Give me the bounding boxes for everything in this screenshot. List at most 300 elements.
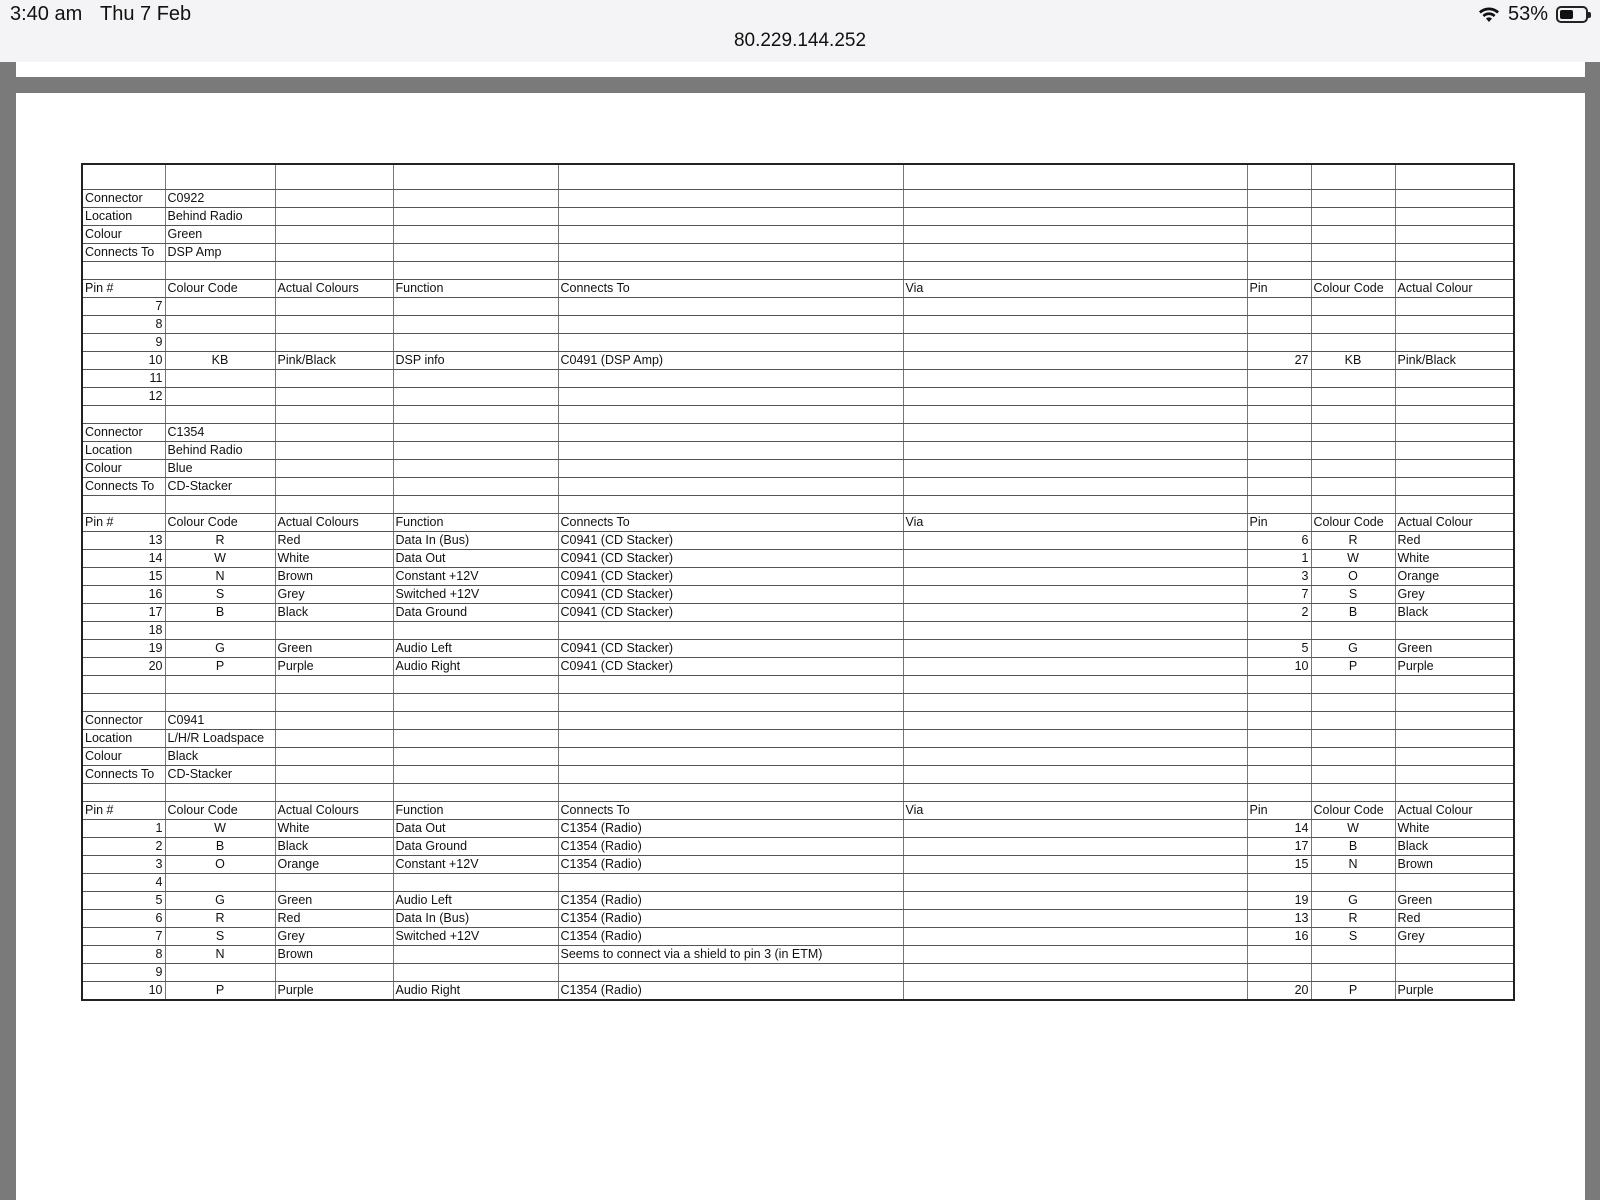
empty-cell (1247, 496, 1311, 514)
empty-cell (1247, 694, 1311, 712)
empty-cell (83, 694, 165, 712)
pin-row (83, 622, 1513, 640)
pin-cell: 5 (1247, 640, 1311, 658)
column-header: Pin # (83, 514, 165, 532)
empty-cell (165, 496, 275, 514)
empty-cell (903, 748, 1247, 766)
empty-cell (275, 226, 393, 244)
pin-cell: Audio Left (393, 892, 558, 910)
connector-id-row-value: C1354 (165, 424, 275, 442)
pin-cell: Switched +12V (393, 928, 558, 946)
empty-cell (1311, 730, 1395, 748)
pin-cell (1311, 964, 1395, 982)
pin-cell: P (165, 658, 275, 676)
pin-cell: C1354 (Radio) (558, 982, 903, 1000)
empty-cell (1247, 748, 1311, 766)
pin-cell: Data Ground (393, 604, 558, 622)
empty-cell (1311, 424, 1395, 442)
pin-cell (1247, 388, 1311, 406)
empty-cell (558, 676, 903, 694)
pin-cell: 15 (83, 568, 165, 586)
pin-cell: 15 (1247, 856, 1311, 874)
empty-cell (1311, 406, 1395, 424)
pin-row (83, 892, 1513, 910)
pin-cell (275, 964, 393, 982)
pin-cell (558, 298, 903, 316)
pin-cell: 17 (1247, 838, 1311, 856)
pin-cell: Data Out (393, 550, 558, 568)
pin-cell (903, 622, 1247, 640)
empty-cell (558, 478, 903, 496)
address-bar[interactable]: 80.229.144.252 (733, 30, 867, 51)
empty-cell (1247, 262, 1311, 280)
empty-cell (393, 676, 558, 694)
connector-connects-to-row-label: Connects To (83, 478, 165, 496)
connector-id-row-value: C0922 (165, 190, 275, 208)
empty-cell (903, 496, 1247, 514)
pin-cell: S (1311, 586, 1395, 604)
pin-cell: Green (275, 640, 393, 658)
pin-cell: Data Out (393, 820, 558, 838)
pin-cell (165, 622, 275, 640)
pin-cell (275, 334, 393, 352)
pin-cell: Red (1395, 532, 1513, 550)
empty-cell (1311, 496, 1395, 514)
connector-location-row-label: Location (83, 730, 165, 748)
pin-cell: 14 (1247, 820, 1311, 838)
pin-cell: P (1311, 658, 1395, 676)
empty-cell (1395, 244, 1513, 262)
empty-cell (1395, 424, 1513, 442)
empty-cell (1247, 244, 1311, 262)
empty-cell (1395, 226, 1513, 244)
empty-cell (1311, 712, 1395, 730)
pin-cell: 20 (83, 658, 165, 676)
pin-cell: C1354 (Radio) (558, 928, 903, 946)
pin-cell: 10 (83, 352, 165, 370)
empty-cell (558, 730, 903, 748)
pin-cell (1311, 874, 1395, 892)
connector-colour-row (83, 460, 1513, 478)
pin-cell: Red (1395, 910, 1513, 928)
empty-cell (275, 694, 393, 712)
pin-cell: Black (1395, 838, 1513, 856)
empty-cell (1311, 784, 1395, 802)
pin-cell: R (1311, 910, 1395, 928)
pin-cell (393, 334, 558, 352)
pin-row (83, 604, 1513, 622)
pin-cell (903, 568, 1247, 586)
pin-cell: C1354 (Radio) (558, 892, 903, 910)
pin-cell: Constant +12V (393, 568, 558, 586)
pin-cell: N (165, 568, 275, 586)
empty-cell (903, 730, 1247, 748)
connector-connects-to-row-label: Connects To (83, 766, 165, 784)
pin-cell (903, 892, 1247, 910)
empty-cell (275, 460, 393, 478)
pin-cell (165, 370, 275, 388)
pin-row (83, 550, 1513, 568)
pin-cell: White (275, 550, 393, 568)
empty-cell (558, 694, 903, 712)
pin-cell: 2 (1247, 604, 1311, 622)
empty-cell (903, 712, 1247, 730)
empty-cell (393, 406, 558, 424)
status-indicators (1478, 3, 1588, 26)
empty-cell (393, 694, 558, 712)
empty-cell (1247, 478, 1311, 496)
pin-cell: 10 (83, 982, 165, 1000)
pin-cell (903, 658, 1247, 676)
column-header: Pin (1247, 514, 1311, 532)
empty-cell (903, 226, 1247, 244)
pin-cell: Data In (Bus) (393, 910, 558, 928)
pin-header-row (83, 280, 1513, 298)
connector-id-row-label: Connector (83, 424, 165, 442)
column-header: Colour Code (1311, 514, 1395, 532)
empty-cell (558, 784, 903, 802)
pin-cell: Green (1395, 640, 1513, 658)
pin-cell: 3 (1247, 568, 1311, 586)
pin-cell (1395, 964, 1513, 982)
empty-cell (1395, 694, 1513, 712)
pin-cell: White (275, 820, 393, 838)
column-header: Function (393, 802, 558, 820)
empty-cell (1247, 208, 1311, 226)
empty-cell (558, 406, 903, 424)
pin-cell (275, 298, 393, 316)
connector-colour-row (83, 748, 1513, 766)
empty-cell (1247, 766, 1311, 784)
empty-cell (275, 406, 393, 424)
pin-cell (903, 820, 1247, 838)
battery-icon (1556, 6, 1588, 23)
pin-cell (1247, 964, 1311, 982)
connector-location-row-label: Location (83, 208, 165, 226)
pin-cell: Orange (275, 856, 393, 874)
pin-cell: C0941 (CD Stacker) (558, 586, 903, 604)
pin-cell (393, 622, 558, 640)
pin-cell: Purple (1395, 658, 1513, 676)
empty-cell (1311, 460, 1395, 478)
empty-cell (1247, 730, 1311, 748)
pin-cell (1395, 388, 1513, 406)
empty-cell (1395, 190, 1513, 208)
empty-cell (275, 208, 393, 226)
empty-cell (165, 784, 275, 802)
pin-cell: B (165, 838, 275, 856)
empty-cell (275, 496, 393, 514)
pin-cell (165, 298, 275, 316)
pin-cell (903, 874, 1247, 892)
pin-cell: G (165, 892, 275, 910)
pin-cell: C1354 (Radio) (558, 820, 903, 838)
connector-connects-to-row-label: Connects To (83, 244, 165, 262)
pin-cell: O (165, 856, 275, 874)
pin-cell: 11 (83, 370, 165, 388)
empty-cell (275, 262, 393, 280)
pin-cell: Red (275, 910, 393, 928)
empty-cell (1247, 190, 1311, 208)
empty-cell (1311, 766, 1395, 784)
pin-cell: C1354 (Radio) (558, 856, 903, 874)
empty-cell (165, 165, 275, 190)
pin-row (83, 874, 1513, 892)
pin-cell (903, 928, 1247, 946)
empty-cell (393, 730, 558, 748)
pin-cell (558, 370, 903, 388)
pin-cell: Audio Right (393, 658, 558, 676)
blank-row (83, 694, 1513, 712)
empty-cell (1395, 676, 1513, 694)
empty-cell (275, 244, 393, 262)
pin-cell: 9 (83, 964, 165, 982)
empty-cell (903, 208, 1247, 226)
connector-location-row (83, 208, 1513, 226)
empty-cell (1395, 496, 1513, 514)
pin-cell (1247, 622, 1311, 640)
empty-cell (393, 784, 558, 802)
empty-cell (1311, 226, 1395, 244)
empty-cell (393, 748, 558, 766)
pin-cell: 6 (1247, 532, 1311, 550)
connector-id-row-label: Connector (83, 712, 165, 730)
pin-cell (1311, 370, 1395, 388)
empty-cell (1247, 165, 1311, 190)
pin-cell: Constant +12V (393, 856, 558, 874)
pin-cell: Green (275, 892, 393, 910)
empty-cell (1247, 676, 1311, 694)
pin-row (83, 298, 1513, 316)
pin-row (83, 370, 1513, 388)
pin-row (83, 964, 1513, 982)
wifi-icon (1478, 6, 1500, 23)
empty-cell (558, 208, 903, 226)
column-header: Colour Code (165, 280, 275, 298)
pin-cell: W (1311, 550, 1395, 568)
pin-cell (903, 388, 1247, 406)
blank-row (83, 784, 1513, 802)
empty-cell (1395, 766, 1513, 784)
pin-cell: C0941 (CD Stacker) (558, 550, 903, 568)
pin-cell (558, 334, 903, 352)
column-header: Colour Code (165, 802, 275, 820)
empty-cell (1395, 478, 1513, 496)
pin-row (83, 334, 1513, 352)
pin-row (83, 388, 1513, 406)
pin-cell: C0941 (CD Stacker) (558, 640, 903, 658)
pin-cell (1395, 622, 1513, 640)
empty-cell (393, 478, 558, 496)
empty-cell (393, 496, 558, 514)
empty-cell (558, 766, 903, 784)
empty-cell (1311, 748, 1395, 766)
empty-cell (558, 244, 903, 262)
pin-row (83, 658, 1513, 676)
empty-cell (1311, 694, 1395, 712)
pin-cell (558, 316, 903, 334)
empty-cell (903, 406, 1247, 424)
column-header: Pin (1247, 802, 1311, 820)
connector-connects-to-row (83, 766, 1513, 784)
connector-location-row (83, 442, 1513, 460)
empty-cell (393, 460, 558, 478)
pin-header-row (83, 514, 1513, 532)
empty-cell (1395, 460, 1513, 478)
pin-cell (165, 316, 275, 334)
empty-cell (275, 190, 393, 208)
pin-cell (903, 856, 1247, 874)
pin-cell (165, 964, 275, 982)
blank-row (83, 406, 1513, 424)
pin-cell: C0941 (CD Stacker) (558, 532, 903, 550)
empty-cell (903, 424, 1247, 442)
connector-id-row-label: Connector (83, 190, 165, 208)
empty-cell (165, 676, 275, 694)
pin-row (83, 586, 1513, 604)
empty-cell (1247, 406, 1311, 424)
empty-cell (558, 165, 903, 190)
empty-cell (393, 244, 558, 262)
pin-cell: Grey (275, 586, 393, 604)
pin-cell: Brown (275, 946, 393, 964)
pin-cell: 16 (83, 586, 165, 604)
pin-cell (1311, 946, 1395, 964)
pin-cell (903, 550, 1247, 568)
pin-row (83, 856, 1513, 874)
column-header: Pin # (83, 280, 165, 298)
empty-cell (1247, 226, 1311, 244)
pin-cell (393, 316, 558, 334)
empty-cell (275, 424, 393, 442)
pin-cell: R (165, 532, 275, 550)
empty-cell (903, 190, 1247, 208)
pin-row (83, 532, 1513, 550)
pin-cell: B (165, 604, 275, 622)
connector-location-row-value: L/H/R Loadspace (165, 730, 275, 748)
pin-cell (1395, 874, 1513, 892)
pin-cell (903, 640, 1247, 658)
column-header: Connects To (558, 514, 903, 532)
pin-cell (558, 388, 903, 406)
pin-cell: 1 (83, 820, 165, 838)
pin-cell (903, 316, 1247, 334)
empty-cell (1247, 460, 1311, 478)
pin-cell: Audio Left (393, 640, 558, 658)
empty-cell (903, 165, 1247, 190)
pin-cell (275, 874, 393, 892)
pin-cell: P (1311, 982, 1395, 1000)
pin-header-row (83, 802, 1513, 820)
pin-cell (558, 874, 903, 892)
pin-cell: White (1395, 550, 1513, 568)
empty-cell (903, 244, 1247, 262)
empty-cell (903, 694, 1247, 712)
empty-cell (1395, 442, 1513, 460)
empty-cell (1311, 262, 1395, 280)
pin-cell (165, 874, 275, 892)
pin-cell: B (1311, 604, 1395, 622)
empty-cell (903, 460, 1247, 478)
column-header: Colour Code (1311, 280, 1395, 298)
empty-cell (165, 406, 275, 424)
pin-cell (275, 316, 393, 334)
column-header: Function (393, 514, 558, 532)
column-header: Actual Colours (275, 280, 393, 298)
pin-cell: 19 (1247, 892, 1311, 910)
empty-cell (275, 676, 393, 694)
connector-id-row (83, 190, 1513, 208)
pin-cell: S (165, 586, 275, 604)
connector-location-row (83, 730, 1513, 748)
empty-cell (393, 226, 558, 244)
empty-cell (1311, 676, 1395, 694)
pin-cell: Black (275, 604, 393, 622)
connector-colour-row-label: Colour (83, 748, 165, 766)
column-header: Actual Colour (1395, 802, 1513, 820)
empty-cell (83, 496, 165, 514)
pin-cell (903, 910, 1247, 928)
pin-cell (558, 622, 903, 640)
connector-colour-row-value: Green (165, 226, 275, 244)
pin-cell (393, 964, 558, 982)
connector-table (83, 165, 1513, 999)
pin-cell (275, 622, 393, 640)
empty-cell (275, 748, 393, 766)
empty-cell (83, 165, 165, 190)
pin-cell (903, 352, 1247, 370)
pin-cell: G (165, 640, 275, 658)
pin-cell (1311, 316, 1395, 334)
pin-cell (903, 532, 1247, 550)
empty-cell (1247, 712, 1311, 730)
pin-cell: W (165, 820, 275, 838)
pin-cell: 17 (83, 604, 165, 622)
status-time: 3:40 am (10, 3, 83, 25)
pin-cell: 12 (83, 388, 165, 406)
empty-cell (1311, 442, 1395, 460)
empty-cell (1395, 208, 1513, 226)
blank-row (83, 676, 1513, 694)
empty-cell (1395, 262, 1513, 280)
pin-cell: W (165, 550, 275, 568)
empty-cell (1395, 165, 1513, 190)
pin-cell: O (1311, 568, 1395, 586)
empty-cell (83, 406, 165, 424)
connector-colour-row-label: Colour (83, 460, 165, 478)
status-date: Thu 7 Feb (100, 3, 192, 25)
empty-cell (165, 262, 275, 280)
document-page (16, 93, 1585, 1200)
empty-cell (558, 262, 903, 280)
pin-cell: Grey (275, 928, 393, 946)
pin-cell: 1 (1247, 550, 1311, 568)
pin-cell: R (1311, 532, 1395, 550)
pin-cell (1311, 622, 1395, 640)
pin-cell: Orange (1395, 568, 1513, 586)
pin-cell: C0941 (CD Stacker) (558, 658, 903, 676)
pin-cell: Brown (1395, 856, 1513, 874)
empty-cell (1311, 244, 1395, 262)
pin-cell (275, 370, 393, 388)
empty-cell (1311, 208, 1395, 226)
pin-cell: G (1311, 640, 1395, 658)
column-header: Connects To (558, 280, 903, 298)
connector-colour-row-label: Colour (83, 226, 165, 244)
pin-cell (1247, 316, 1311, 334)
spreadsheet (81, 163, 1515, 1001)
blank-row (83, 165, 1513, 190)
